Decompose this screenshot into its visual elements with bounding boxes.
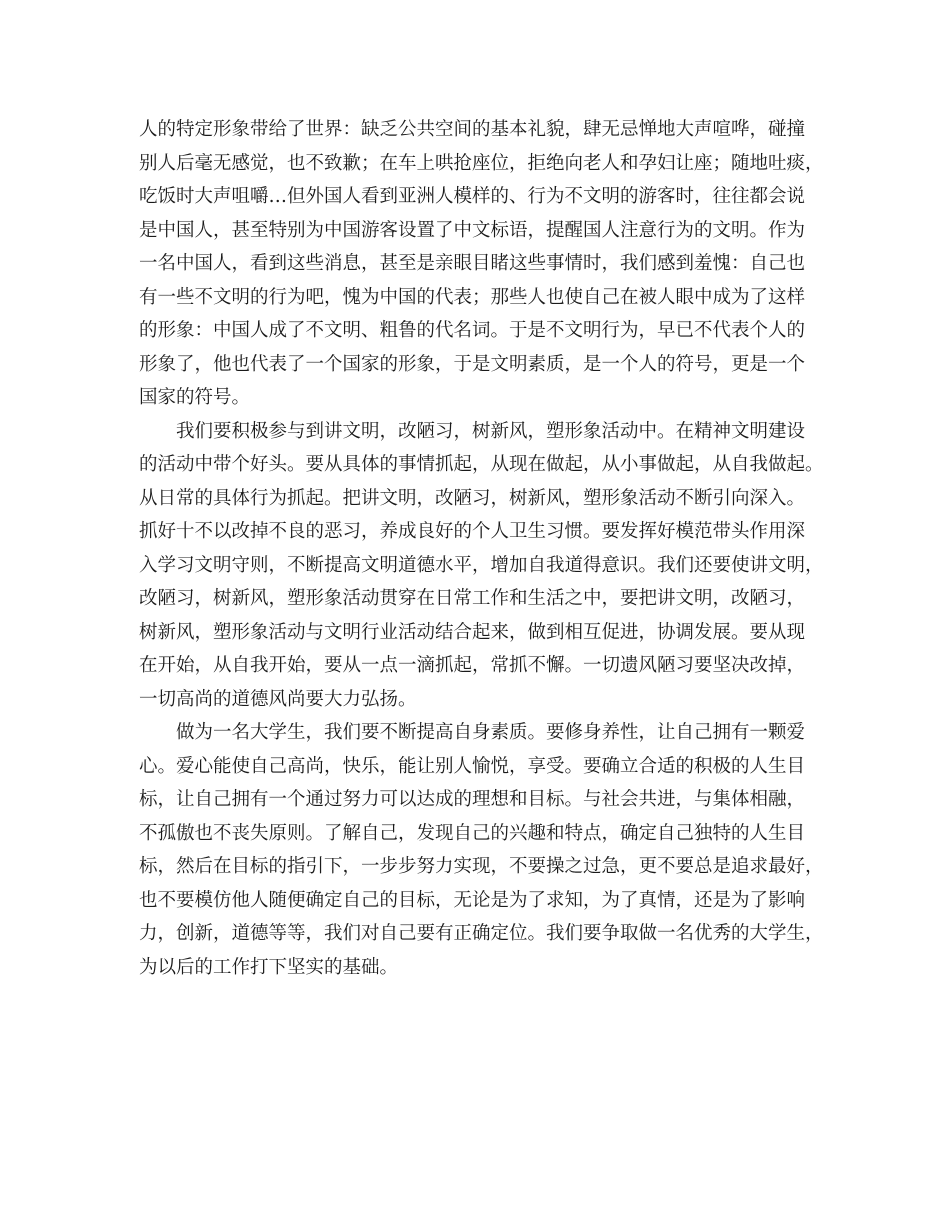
- text-line: 形象了，他也代表了一个国家的形象，于是文明素质，是一个人的符号，更是一个: [139, 353, 806, 375]
- text-line: 别人后毫无感觉，也不致歉；在车上哄抢座位，拒绝向老人和孕妇让座；随地吐痰，: [139, 152, 824, 174]
- text-line: 一切高尚的道德风尚要大力弘扬。: [139, 688, 417, 710]
- paragraph-1: [139, 113, 824, 415]
- text-line: 力，创新，道德等等，我们对自己要有正确定位。我们要争取做一名优秀的大学生，: [139, 923, 824, 944]
- text-line: 树新风，塑形象活动与文明行业活动结合起来，做到相互促进，协调发展。要从现: [139, 621, 806, 643]
- text-line: 标，让自己拥有一个通过努力可以达成的理想和目标。与社会共进，与集体相融，: [139, 789, 806, 810]
- text-line: 的活动中带个好头。要从具体的事情抓起，从现在做起，从小事做起，从自我做起。: [139, 454, 824, 475]
- text-line: 人的特定形象带给了世界：缺乏公共空间的基本礼貌，肆无忌惮地大声喧哗，碰撞: [139, 119, 806, 140]
- text-line: 是中国人，甚至特别为中国游客设置了中文标语，提醒国人注意行为的文明。作为: [139, 219, 806, 241]
- text-line: 的形象：中国人成了不文明、粗鲁的代名词。于是不文明行为，早已不代表个人的: [139, 320, 806, 341]
- text-line: 我们要积极参与到讲文明，改陋习，树新风，塑形象活动中。在精神文明建设: [139, 420, 806, 442]
- text-line: 吃饭时大声咀嚼…但外国人看到亚洲人模样的、行为不文明的游客时，往往都会说: [139, 186, 806, 207]
- text-line: 从日常的具体行为抓起。把讲文明，改陋习，树新风，塑形象活动不断引向深入。: [139, 487, 806, 509]
- document-body: [139, 113, 824, 984]
- paragraph-3: [139, 716, 824, 984]
- text-line: 不孤傲也不丧失原则。了解自己，发现自己的兴趣和特点，确定自己独特的人生目: [139, 822, 806, 844]
- text-line: 标，然后在目标的指引下，一步步努力实现，不要操之过急，更不要总是追求最好，: [139, 856, 824, 877]
- paragraph-2: [139, 415, 824, 717]
- text-line: 一名中国人，看到这些消息，甚至是亲眼目睹这些事情时，我们感到羞愧：自己也: [139, 253, 806, 274]
- text-line: 做为一名大学生，我们要不断提高自身素质。要修身养性，让自己拥有一颗爱: [139, 722, 806, 743]
- text-line: 心。爱心能使自己高尚，快乐，能让别人愉悦，享受。要确立合适的积极的人生目: [139, 755, 806, 777]
- text-line: 改陋习，树新风，塑形象活动贯穿在日常工作和生活之中，要把讲文明，改陋习，: [139, 588, 806, 609]
- text-line: 抓好十不以改掉不良的恶习，养成良好的个人卫生习惯。要发挥好模范带头作用深: [139, 521, 806, 542]
- text-line: 在开始，从自我开始，要从一点一滴抓起，常抓不懈。一切遗风陋习要坚决改掉，: [139, 655, 806, 676]
- text-line: 入学习文明守则，不断提高文明道德水平，增加自我道得意识。我们还要使讲文明，: [139, 554, 824, 576]
- text-line: 有一些不文明的行为吧，愧为中国的代表；那些人也使自己在被人眼中成为了这样: [139, 286, 806, 308]
- text-line: 国家的符号。: [139, 387, 251, 408]
- text-line: 为以后的工作打下坚实的基础。: [139, 956, 399, 978]
- text-line: 也不要模仿他人随便确定自己的目标，无论是为了求知，为了真情，还是为了影响: [139, 889, 806, 911]
